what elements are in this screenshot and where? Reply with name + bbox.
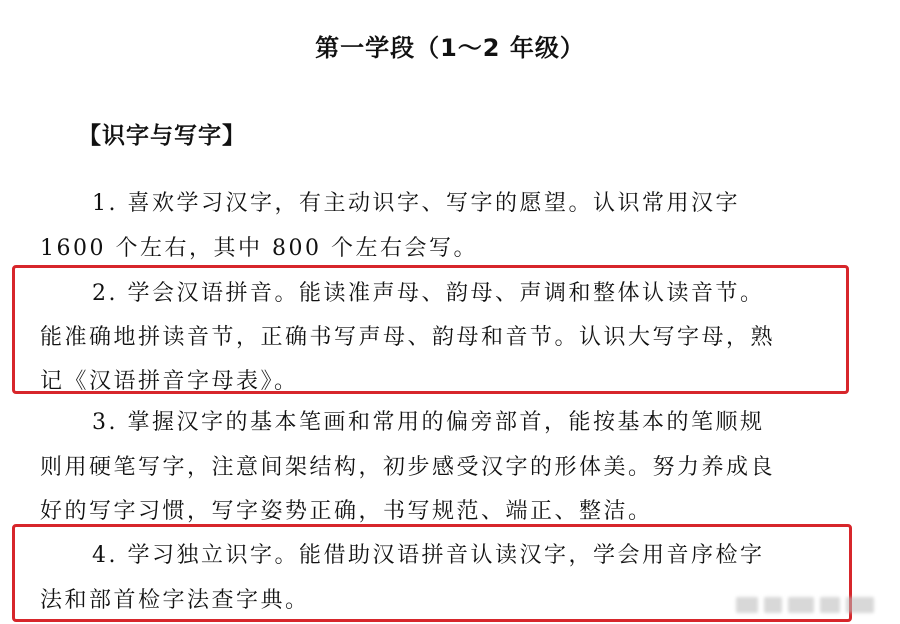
item-3-line-2: 则用硬笔写字，注意间架结构，初步感受汉字的形体美。努力养成良 bbox=[40, 455, 776, 480]
item-4-line-2: 法和部首检字法查字典。 bbox=[40, 588, 310, 613]
item-3-line-3: 好的写字习惯，写字姿势正确，书写规范、端正、整洁。 bbox=[40, 499, 653, 524]
item-4-line-1: 4. 学习独立识字。能借助汉语拼音认读汉字，学会用音序检字 bbox=[92, 543, 765, 568]
item-1-line-2: 1600 个左右，其中 800 个左右会写。 bbox=[40, 236, 478, 261]
item-3-line-1: 3. 掌握汉字的基本笔画和常用的偏旁部首，能按基本的笔顺规 bbox=[92, 410, 765, 435]
page-title: 第一学段（1～2 年级） bbox=[315, 34, 585, 62]
item-2-line-2: 能准确地拼读音节，正确书写声母、韵母和音节。认识大写字母，熟 bbox=[40, 325, 776, 350]
watermark-logo bbox=[736, 592, 886, 618]
item-1-line-1: 1. 喜欢学习汉字，有主动识字、写字的愿望。认识常用汉字 bbox=[92, 191, 740, 216]
item-2-line-1: 2. 学会汉语拼音。能读准声母、韵母、声调和整体认读音节。 bbox=[92, 281, 765, 306]
item-2-line-3: 记《汉语拼音字母表》。 bbox=[40, 369, 299, 394]
section-heading: 【识字与写字】 bbox=[78, 123, 246, 149]
